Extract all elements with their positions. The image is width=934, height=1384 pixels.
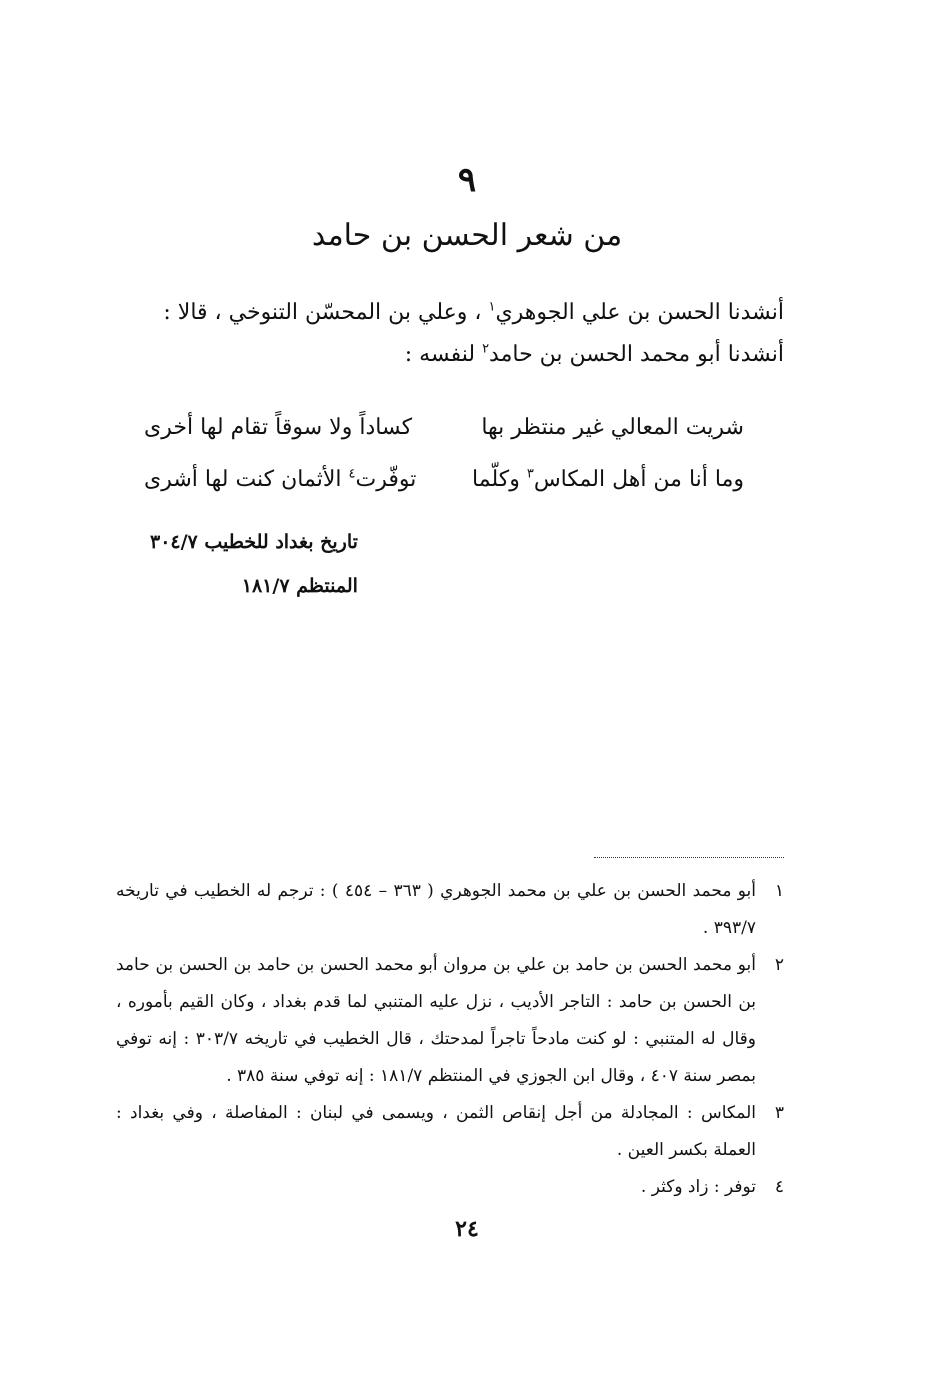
intro-line-2 <box>120 334 784 376</box>
footnote-2 <box>116 947 784 1095</box>
footnote-ref-4[interactable]: ٤ <box>348 466 356 482</box>
verse-1 <box>144 402 744 454</box>
footnote-1 <box>116 873 784 947</box>
footnote-text: المكاس : المجادلة من أجل إنقاص الثمن ، ويسمى في لبنان : المفاصلة ، وفي بغداد : العملة بكسر العين . <box>116 1103 756 1160</box>
intro-text: ، وعلي بن المحسّن التنوخي ، قالا : <box>163 300 489 325</box>
footnote-number: ١ <box>774 881 784 901</box>
page-number: ٢٤ <box>455 1216 479 1242</box>
verse-text: وكلّما <box>472 467 527 492</box>
verse-1-first-hemistich: شريت المعالي غير منتظر بها <box>481 415 744 440</box>
intro-paragraph <box>120 292 784 376</box>
source-citation: المنتظم ١٨١/٧ <box>241 575 358 597</box>
intro-line-1 <box>120 292 784 334</box>
footnote-ref-2[interactable]: ٢ <box>482 341 490 357</box>
footnote-separator <box>594 857 784 858</box>
intro-text: لنفسه : <box>404 342 483 367</box>
verse-2-first-hemistich <box>472 454 744 506</box>
poem <box>144 402 744 506</box>
footnote-text: أبو محمد الحسن بن علي بن محمد الجوهري ( ٣٦٣ – ٤٥٤ ) : ترجم له الخطيب في تاريخه ٣٩٣/٧ . <box>116 881 757 938</box>
footnote-3 <box>116 1095 784 1169</box>
intro-text: أنشدنا الحسن بن علي الجوهري <box>495 300 784 325</box>
footnote-number: ٢ <box>774 955 784 975</box>
footnote-number: ٤ <box>774 1177 784 1197</box>
footnote-ref-1[interactable]: ١ <box>488 299 496 315</box>
section-number: ٩ <box>457 160 477 200</box>
verse-text: الأثمان كنت لها أشرى <box>144 467 349 492</box>
section-title: من شعر الحسن بن حامد <box>311 218 623 253</box>
verse-1-second-hemistich: كساداً ولا سوقاً تقام لها أخرى <box>144 415 413 440</box>
source-citation: تاريخ بغداد للخطيب ٣٠٤/٧ <box>150 531 358 553</box>
footnote-4 <box>116 1169 784 1206</box>
footnote-text: أبو محمد الحسن بن حامد بن علي بن مروان أبو محمد الحسن بن حامد بن الحسن بن حامد بن الحسن بن حامد : التاجر الأديب ، نزل عليه المتنبي لما قدم بغداد ، وكان القيم بأموره ، وقال له المتنبي : لو كنت مادحاً تاجراً لمدحتك ، قال الخطيب في تاريخه ٣٠٣/٧ : إنه توفي بمصر سنة ٤٠٧ ، وقال ابن الجوزي في المنتظم ١٨١/٧ : إنه توفي سنة ٣٨٥ . <box>116 955 756 1086</box>
verse-text: توفّرت <box>355 467 417 492</box>
footnote-ref-3[interactable]: ٣ <box>526 466 534 482</box>
sources <box>150 520 358 608</box>
footnotes <box>116 873 784 1206</box>
intro-text: أنشدنا أبو محمد الحسن بن حامد <box>489 342 784 367</box>
verse-text: وما أنا من أهل المكاس <box>533 467 744 492</box>
footnote-text: توفر : زاد وكثر . <box>640 1177 756 1197</box>
verse-2-second-hemistich <box>144 454 416 506</box>
verse-2 <box>144 454 744 506</box>
footnote-number: ٣ <box>774 1103 784 1123</box>
